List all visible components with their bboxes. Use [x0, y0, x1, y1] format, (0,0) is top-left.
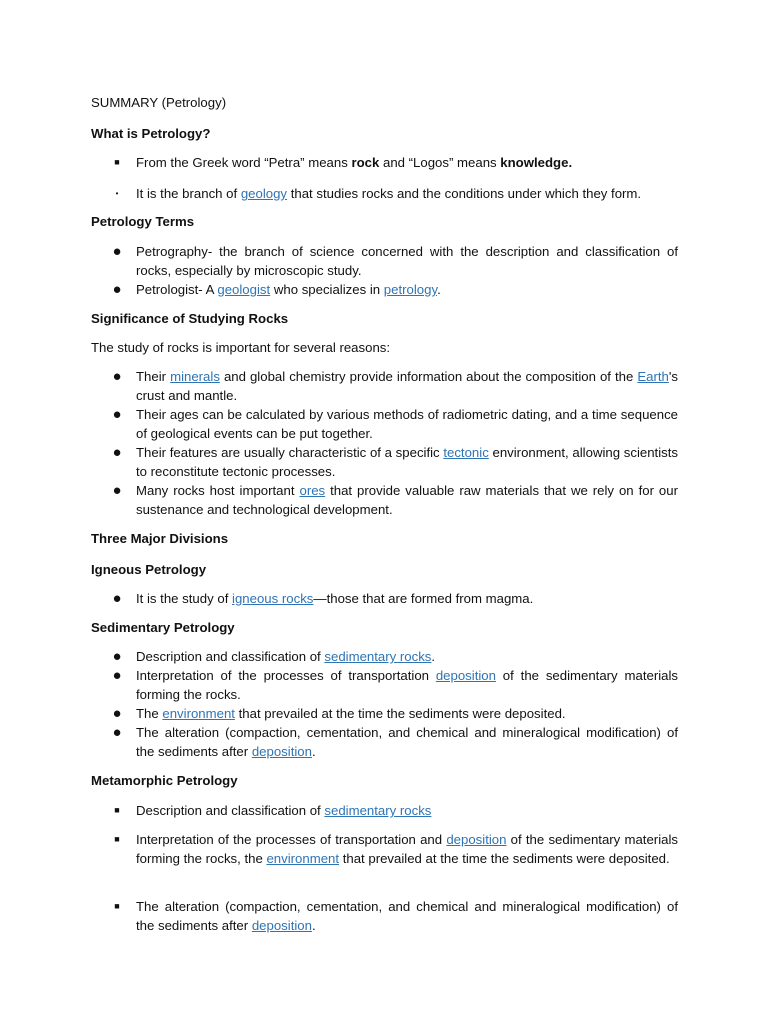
document-title: SUMMARY (Petrology) — [91, 95, 227, 110]
list-item: ● Description and classification of sedimentary rocks. — [112, 648, 436, 665]
section-heading-significance: Significance of Studying Rocks — [91, 311, 289, 326]
link-minerals[interactable]: minerals — [170, 369, 220, 384]
list-item: • It is the branch of geology that studies rocks and the conditions under which they form. — [91, 184, 678, 203]
link-deposition[interactable]: deposition — [446, 832, 507, 847]
link-deposition[interactable]: deposition — [435, 668, 496, 683]
link-tectonic[interactable]: tectonic — [443, 445, 489, 460]
list-item: ● Their minerals and global chemistry provide information about the composition of the Earth's crust and mantle. — [112, 368, 678, 403]
bullet-icon: ● — [112, 368, 122, 385]
link-sedimentary-rocks[interactable]: sedimentary rocks — [324, 649, 432, 664]
list-item: ● Their ages can be calculated by various methods of radiometric dating, and a time sequence of geological events can be put together. — [112, 406, 678, 441]
link-ores[interactable]: ores — [299, 483, 326, 498]
link-geologist[interactable]: geologist — [217, 282, 271, 297]
section-heading-metamorphic: Metamorphic Petrology — [91, 773, 238, 788]
list-item: ● Petrologist- A geologist who specializes in petrology. — [112, 281, 441, 298]
square-bullet-icon: ■ — [114, 805, 120, 815]
list-item: ● It is the study of igneous rocks—those that are formed from magma. — [112, 590, 534, 607]
bullet-icon: ● — [112, 648, 122, 665]
significance-intro: The study of rocks is important for several reasons: — [91, 340, 391, 355]
list-item: ● Many rocks host important ores that provide valuable raw materials that we rely on for our sustenance and technological development. — [112, 482, 678, 517]
small-bullet-icon: • — [115, 189, 119, 198]
list-item: ■ From the Greek word “Petra” means rock and “Logos” means knowledge. — [91, 153, 678, 172]
link-earth[interactable]: Earth — [637, 369, 669, 384]
link-igneous-rocks[interactable]: igneous rocks — [232, 591, 314, 606]
list-item: ● Petrography- the branch of science concerned with the description and classification of rocks, especially by microscopic study. — [112, 243, 678, 278]
link-deposition[interactable]: deposition — [251, 744, 312, 759]
square-bullet-icon: ■ — [114, 157, 120, 167]
link-geology[interactable]: geology — [240, 186, 288, 201]
link-environment[interactable]: environment — [266, 851, 340, 866]
link-environment[interactable]: environment — [162, 706, 235, 721]
list-item: ● The alteration (compaction, cementation, and chemical and mineralogical modification) of the sediments after deposition. — [112, 724, 678, 759]
bullet-icon: ● — [112, 281, 122, 298]
link-sedimentary-rocks[interactable]: sedimentary rocks — [324, 803, 432, 818]
link-petrology[interactable]: petrology — [383, 282, 438, 297]
bullet-icon: ● — [112, 243, 122, 260]
list-item: ■ Interpretation of the processes of transportation and deposition of the sedimentary materials forming the rocks, the environment that prevailed at the time the sediments were deposited. — [91, 830, 678, 868]
square-bullet-icon: ■ — [114, 834, 120, 844]
list-item: ● The environment that prevailed at the time the sediments were deposited. — [112, 705, 566, 722]
section-heading-petrology-terms: Petrology Terms — [91, 214, 195, 229]
section-heading-divisions: Three Major Divisions — [91, 531, 229, 546]
bullet-icon: ● — [112, 705, 122, 722]
list-item: ■ Description and classification of sedimentary rocks — [91, 801, 678, 820]
bullet-icon: ● — [112, 444, 122, 461]
list-item: ● Their features are usually characteristic of a specific tectonic environment, allowing scientists to reconstitute tectonic processes. — [112, 444, 678, 479]
square-bullet-icon: ■ — [114, 901, 120, 911]
bullet-icon: ● — [112, 406, 122, 423]
list-item: ● Interpretation of the processes of transportation deposition of the sedimentary materials forming the rocks. — [112, 667, 678, 702]
list-item: ■ The alteration (compaction, cementation, and chemical and mineralogical modification) of the sediments after deposition. — [91, 897, 678, 935]
bullet-icon: ● — [112, 667, 122, 684]
bullet-icon: ● — [112, 590, 122, 607]
section-heading-igneous: Igneous Petrology — [91, 562, 207, 577]
section-heading-what-is-petrology: What is Petrology? — [91, 126, 211, 141]
link-deposition[interactable]: deposition — [251, 918, 312, 933]
section-heading-sedimentary: Sedimentary Petrology — [91, 620, 235, 635]
bullet-icon: ● — [112, 724, 122, 741]
bullet-icon: ● — [112, 482, 122, 499]
